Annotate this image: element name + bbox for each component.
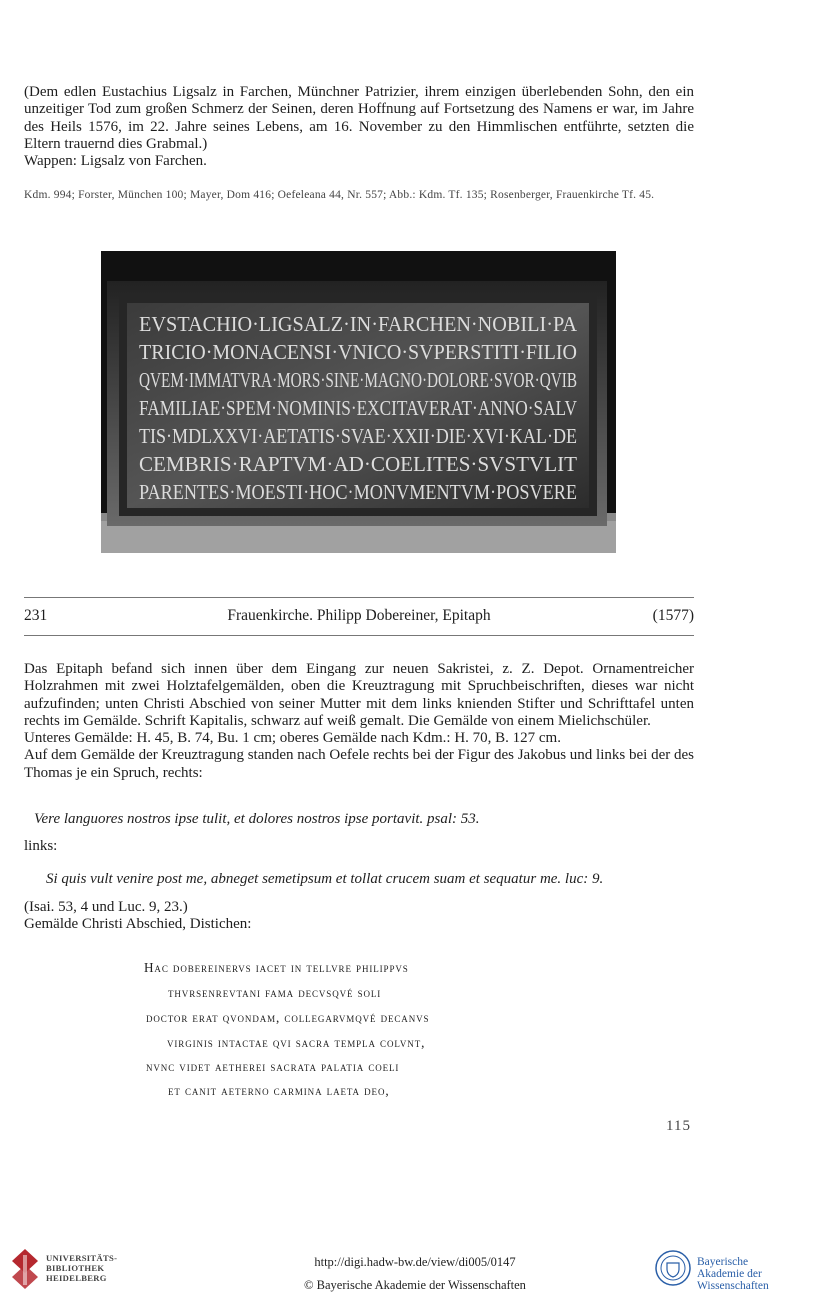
academy-name xyxy=(697,1256,830,1292)
verse-line: thvrsenrevtani fama decvsqvé soli xyxy=(168,985,382,1000)
dimensions-text: Unteres Gemälde: H. 45, B. 74, Bu. 1 cm; oberes Gemälde nach Kdm.: H. 70, B. 127 cm. xyxy=(24,730,561,747)
academy-seal-icon[interactable] xyxy=(654,1249,692,1287)
academy-name-line: Bayerische xyxy=(697,1256,749,1268)
translation-text: (Dem edlen Eustachius Ligsalz in Farchen, Münchner Patrizier, ihrem einzigen überlebenden Sohn, den ein unzeitiger Tod zum großen Schmerz der Seinen, deren Hoffnung auf Fortsetzung des Namens er war, im Jahre des Heils 1576, im 22. Jahre seines Lebens, am 16. November zu den Himmlischen entführte, setzten die Eltern trauernd dies Grabmal.) xyxy=(24,84,694,152)
links-label: links: xyxy=(24,838,58,854)
academy-name-line: Akademie der Wissenschaften xyxy=(697,1268,769,1292)
inscription-line: TIS·MDLXXVI·AETATIS·SVAE·XXII·DIE·XVI·KAL·DE xyxy=(139,424,577,448)
ub-name-line: BIBLIOTHEK xyxy=(46,1262,105,1273)
oefele-text: Auf dem Gemälde der Kreuztragung standen nach Oefele rechts bei der Figur des Jakobus und links bei der des Thomas je ein Spruch, rechts: xyxy=(24,747,694,781)
quote-left: Si quis vult venire post me, abneget semetipsum et tollat crucem suam et sequatur me. luc: 9. xyxy=(46,871,604,887)
inscription-line: PARENTES·MOESTI·HOC·MONVMENTVM·POSVERE xyxy=(139,480,577,504)
copyright-notice: © Bayerische Akademie der Wissenschaften xyxy=(304,1278,526,1292)
verse-line: nvnc videt aetherei sacrata palatia coeli xyxy=(146,1059,400,1074)
entry-number: 231 xyxy=(24,607,48,624)
entry-description xyxy=(24,661,694,782)
inscription-line: QVEM·IMMATVRA·MORS·SINE·MAGNO·DOLORE·SVOR·QVIB xyxy=(139,368,577,392)
quote-right: Vere languores nostros ipse tulit, et dolores nostros ipse portavit. psal: 53. xyxy=(34,811,480,827)
description-text: Das Epitaph befand sich innen über dem Eingang zur neuen Sakristei, z. Z. Depot. Ornamentreicher Holzrahmen mit zwei Holztafelgemälden, oben die Kreuztragung mit Spruchbeischriften, dieses war nicht aufzufinden; unten Christi Abschied von seiner Mutter mit dem links knienden Stifter und Schrifttafel unten rechts im Gemälde. Schrift Kapitalis, schwarz auf weiß gemalt. Die Gemälde von einem Mielichschüler. xyxy=(24,661,694,729)
verse-line: Hac dobereinervs iacet in tellvre philippvs xyxy=(144,960,409,975)
inscription-line: EVSTACHIO·LIGSALZ·IN·FARCHEN·NOBILI·PA xyxy=(139,312,578,336)
entry-header xyxy=(24,607,694,627)
bibliography-references: Kdm. 994; Forster, München 100; Mayer, Dom 416; Oefeleana 44, Nr. 557; Abb.: Kdm. Tf. 135; Rosenberger, Frauenkirche Tf. 45. xyxy=(24,189,655,201)
citation-block xyxy=(24,899,251,934)
page-number: 115 xyxy=(666,1118,691,1134)
coat-of-arms-note: Wappen: Ligsalz von Farchen. xyxy=(24,153,207,170)
entry-title: Frauenkirche. Philipp Dobereiner, Epitaph xyxy=(227,607,491,624)
citation-text: (Isai. 53, 4 und Luc. 9, 23.) xyxy=(24,899,188,915)
inscription-line: FAMILIAE·SPEM·NOMINIS·EXCITAVERAT·ANNO·SALV xyxy=(139,396,577,420)
inscription-photograph xyxy=(101,251,616,553)
verse-line: et canit aeterno carmina laeta deo, xyxy=(168,1083,390,1098)
header-rule-bottom xyxy=(24,635,694,636)
ub-name-line: UNIVERSITÄTS- xyxy=(46,1253,118,1263)
verse-line: virginis intactae qvi sacra templa colvnt, xyxy=(167,1035,426,1050)
source-url-link[interactable]: http://digi.hadw-bw.de/view/di005/0147 xyxy=(314,1255,516,1269)
entry-year: (1577) xyxy=(652,607,694,624)
inscription-line: CEMBRIS·RAPTVM·AD·COELITES·SVSTVLIT xyxy=(139,452,578,476)
verse-line: doctor erat qvondam, collegarvmqvé decanvs xyxy=(146,1010,430,1025)
distichen-label: Gemälde Christi Abschied, Distichen: xyxy=(24,916,252,933)
inscription-line: TRICIO·MONACENSI·VNICO·SVPERSTITI·FILIO xyxy=(139,340,577,364)
ub-name-line: HEIDELBERG xyxy=(46,1272,107,1283)
header-rule-top xyxy=(24,597,694,598)
translation-paragraph xyxy=(24,84,694,170)
